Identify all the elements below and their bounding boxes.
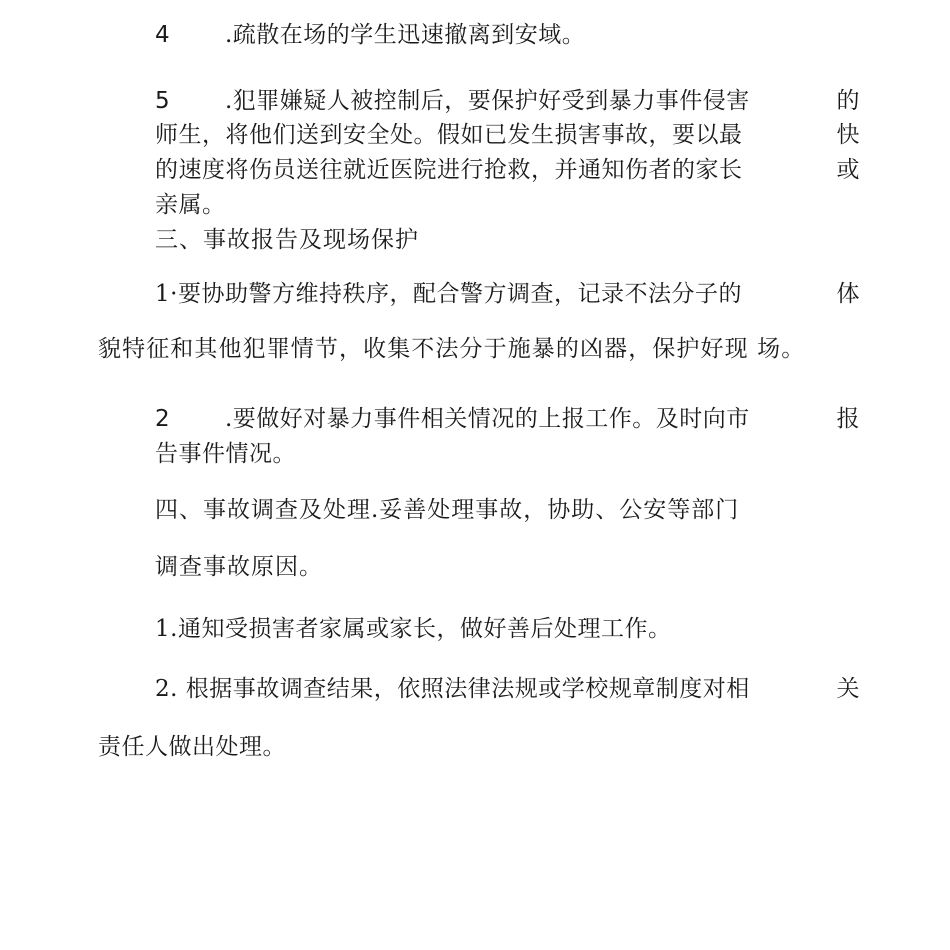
section-title: 调查事故原因。 [155, 554, 323, 580]
item-text-end: 快 [836, 122, 860, 148]
item-text: 责任人做出处理。 [98, 734, 286, 760]
s3-item-1-line-2 [98, 332, 805, 366]
item-text: 2. 根据事故调查结果，依照法律法规或学校规章制度对相 [155, 676, 750, 702]
s4-item-2-line-2 [98, 730, 286, 764]
item-text-end: 或 [836, 157, 860, 183]
item-4-line [155, 18, 585, 52]
s3-item-1-line-1 [155, 277, 860, 311]
item-text: 的速度将伤员送往就近医院进行抢救，并通知伤者的家长 [155, 157, 743, 183]
section-4-heading-line-1 [155, 493, 739, 527]
item-text: .要做好对暴力事件相关情况的上报工作。及时向市 [225, 406, 750, 432]
s3-item-2-line-1 [155, 402, 860, 436]
item-5-line-3 [155, 153, 860, 187]
item-number: 5 [155, 88, 171, 114]
item-text: 1.通知受损害者家属或家长，做好善后处理工作。 [155, 616, 672, 642]
item-text: 告事件情况。 [155, 441, 296, 467]
item-5-line-1 [155, 84, 860, 118]
item-text-end: 报 [836, 406, 860, 432]
section-4-heading-line-2 [155, 550, 323, 584]
item-text-end: 的 [836, 88, 860, 114]
item-text: .犯罪嫌疑人被控制后，要保护好受到暴力事件侵害 [225, 88, 750, 114]
s4-item-2-line-1 [155, 672, 860, 706]
item-5-line-4 [155, 188, 226, 222]
item-text-end: 体 [836, 281, 860, 307]
item-text: 1·要协助警方维持秩序，配合警方调查，记录不法分子的 [155, 281, 742, 307]
section-title: 四、事故调查及处理.妥善处理事故，协助、公安等部门 [155, 497, 740, 523]
s4-item-1-line [155, 612, 671, 646]
item-number: 4 [155, 22, 171, 48]
section-3-heading [155, 223, 419, 257]
s3-item-2-line-2 [155, 437, 296, 471]
item-number: 2 [155, 406, 171, 432]
item-text-end: 关 [836, 676, 860, 702]
item-text: 师生，将他们送到安全处。假如已发生损害事故，要以最 [155, 122, 743, 148]
item-5-line-2 [155, 118, 860, 152]
item-5-line-1-main [155, 84, 750, 118]
section-title: 三、事故报告及现场保护 [155, 227, 419, 253]
s3-item-2-line-1-main [155, 402, 750, 436]
item-text: 貌特征和其他犯罪情节，收集不法分于施暴的凶器，保护好现 场。 [98, 336, 806, 362]
item-text: 亲属。 [155, 192, 226, 218]
item-text: .疏散在场的学生迅速撤离到安域。 [225, 22, 586, 48]
